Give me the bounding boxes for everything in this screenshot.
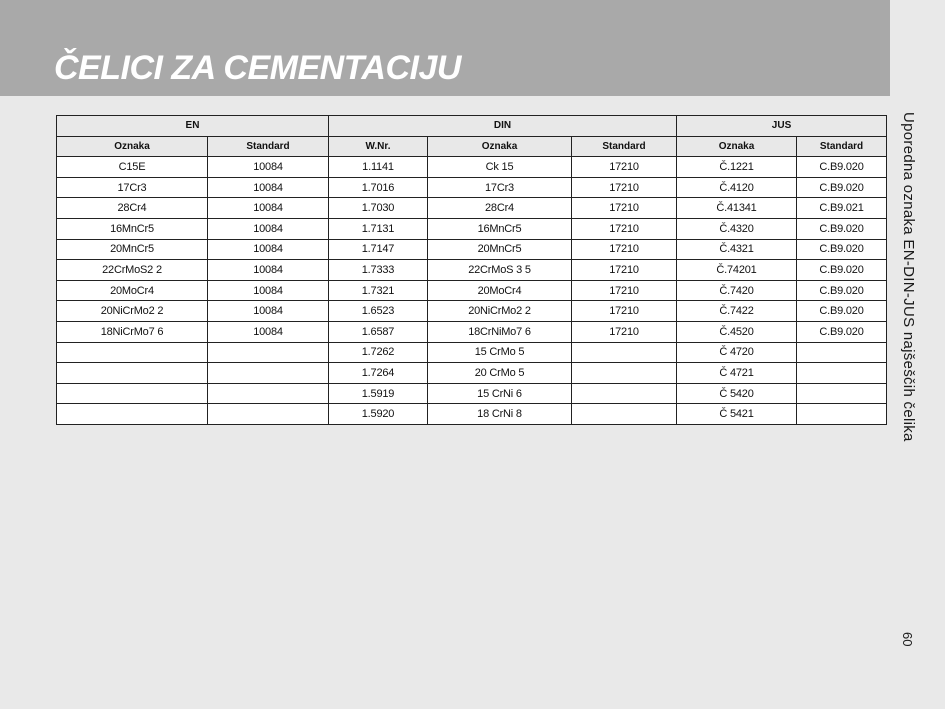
table-cell: 17210 xyxy=(572,218,677,239)
table-row xyxy=(57,177,887,198)
table-row xyxy=(57,280,887,301)
table-cell: 17210 xyxy=(572,301,677,322)
table-cell: 20NiCrMo2 2 xyxy=(428,301,572,322)
table-row xyxy=(57,404,887,425)
table-cell: 20NiCrMo2 2 xyxy=(57,301,208,322)
table-cell: 18CrNiMo7 6 xyxy=(428,321,572,342)
group-header-row xyxy=(57,116,887,137)
table-cell xyxy=(208,342,329,363)
table-cell: 18 CrNi 8 xyxy=(428,404,572,425)
group-header-en: EN xyxy=(57,116,329,137)
table-cell: Č.4520 xyxy=(677,321,797,342)
table-cell: 22CrMoS 3 5 xyxy=(428,260,572,281)
steel-comparison-table xyxy=(56,115,887,425)
column-header: Standard xyxy=(572,136,677,157)
table-cell: C15E xyxy=(57,157,208,178)
table-cell: 1.5919 xyxy=(329,383,428,404)
table-cell: 10084 xyxy=(208,239,329,260)
table-cell: 1.7264 xyxy=(329,363,428,384)
table-cell: C.B9.020 xyxy=(797,280,887,301)
table-cell: 17210 xyxy=(572,280,677,301)
table-cell: 1.7333 xyxy=(329,260,428,281)
table-cell: C.B9.020 xyxy=(797,177,887,198)
table-cell: 15 CrMo 5 xyxy=(428,342,572,363)
table-cell: Č.4321 xyxy=(677,239,797,260)
table-cell: Č.7420 xyxy=(677,280,797,301)
table-cell: 22CrMoS2 2 xyxy=(57,260,208,281)
group-header-din: DIN xyxy=(329,116,677,137)
table-cell: Č 5420 xyxy=(677,383,797,404)
table-row xyxy=(57,198,887,219)
table-cell: C.B9.021 xyxy=(797,198,887,219)
table-cell: 17210 xyxy=(572,321,677,342)
table-cell: 1.5920 xyxy=(329,404,428,425)
table-cell: 16MnCr5 xyxy=(428,218,572,239)
table-cell: 10084 xyxy=(208,280,329,301)
table-cell: 1.7147 xyxy=(329,239,428,260)
table-cell: Č.41341 xyxy=(677,198,797,219)
table-cell: 10084 xyxy=(208,301,329,322)
table-row xyxy=(57,363,887,384)
table-cell: 1.1141 xyxy=(329,157,428,178)
table-cell: Č.1221 xyxy=(677,157,797,178)
table-row xyxy=(57,301,887,322)
table-cell: 17210 xyxy=(572,177,677,198)
table-cell: 10084 xyxy=(208,218,329,239)
table-cell: 1.7262 xyxy=(329,342,428,363)
table-cell: 17210 xyxy=(572,157,677,178)
table-cell: 20MoCr4 xyxy=(57,280,208,301)
header-band xyxy=(0,0,890,96)
table-cell: C.B9.020 xyxy=(797,157,887,178)
table-cell: Č 4721 xyxy=(677,363,797,384)
table-cell: 10084 xyxy=(208,157,329,178)
table-cell: Č.7422 xyxy=(677,301,797,322)
table-cell: 20MnCr5 xyxy=(57,239,208,260)
table-cell xyxy=(57,363,208,384)
table-cell: 20MoCr4 xyxy=(428,280,572,301)
table-cell: 10084 xyxy=(208,321,329,342)
table-cell: 1.7016 xyxy=(329,177,428,198)
table-cell: Č 5421 xyxy=(677,404,797,425)
table-cell: C.B9.020 xyxy=(797,239,887,260)
table-cell: 10084 xyxy=(208,260,329,281)
table-cell: Č 4720 xyxy=(677,342,797,363)
table-cell xyxy=(208,363,329,384)
group-header-jus: JUS xyxy=(677,116,887,137)
column-header-row xyxy=(57,136,887,157)
table-row xyxy=(57,218,887,239)
table-cell: 20MnCr5 xyxy=(428,239,572,260)
table-cell xyxy=(572,404,677,425)
table-row xyxy=(57,157,887,178)
table-cell xyxy=(797,404,887,425)
table-cell: 1.7321 xyxy=(329,280,428,301)
table-cell: 15 CrNi 6 xyxy=(428,383,572,404)
page-title: ČELICI ZA CEMENTACIJU xyxy=(54,49,461,87)
table-cell xyxy=(208,383,329,404)
table-cell xyxy=(572,363,677,384)
table-cell xyxy=(57,342,208,363)
table-cell: 1.6523 xyxy=(329,301,428,322)
table-cell: 28Cr4 xyxy=(57,198,208,219)
table-cell: 1.7030 xyxy=(329,198,428,219)
table-cell: Č.4120 xyxy=(677,177,797,198)
page-number: 60 xyxy=(900,632,915,647)
table-cell: Ck 15 xyxy=(428,157,572,178)
table-cell: 16MnCr5 xyxy=(57,218,208,239)
table-cell xyxy=(57,383,208,404)
table-cell: 18NiCrMo7 6 xyxy=(57,321,208,342)
table-cell: 1.7131 xyxy=(329,218,428,239)
table-cell xyxy=(572,383,677,404)
table-row xyxy=(57,239,887,260)
table-cell: 10084 xyxy=(208,177,329,198)
table-cell xyxy=(797,363,887,384)
table-cell: 20 CrMo 5 xyxy=(428,363,572,384)
table-cell xyxy=(208,404,329,425)
table-cell: 17210 xyxy=(572,260,677,281)
table-cell xyxy=(797,342,887,363)
table-cell: Č.74201 xyxy=(677,260,797,281)
table-cell xyxy=(57,404,208,425)
column-header: Standard xyxy=(208,136,329,157)
column-header: Oznaka xyxy=(677,136,797,157)
table-cell: 17210 xyxy=(572,198,677,219)
table-cell xyxy=(572,342,677,363)
table-cell: 1.6587 xyxy=(329,321,428,342)
table-row xyxy=(57,321,887,342)
side-caption: Uporedna oznaka EN-DIN-JUS najšeščih čelika xyxy=(900,112,917,442)
table-cell: 28Cr4 xyxy=(428,198,572,219)
column-header: Oznaka xyxy=(428,136,572,157)
table-cell: C.B9.020 xyxy=(797,301,887,322)
table-row xyxy=(57,342,887,363)
table-cell: C.B9.020 xyxy=(797,260,887,281)
column-header: Standard xyxy=(797,136,887,157)
table-cell: 10084 xyxy=(208,198,329,219)
column-header: Oznaka xyxy=(57,136,208,157)
table-cell: 17210 xyxy=(572,239,677,260)
table-cell xyxy=(797,383,887,404)
table-row xyxy=(57,383,887,404)
table-cell: Č.4320 xyxy=(677,218,797,239)
column-header: W.Nr. xyxy=(329,136,428,157)
table-cell: 17Cr3 xyxy=(428,177,572,198)
table-cell: C.B9.020 xyxy=(797,218,887,239)
table-cell: C.B9.020 xyxy=(797,321,887,342)
table-row xyxy=(57,260,887,281)
table-cell: 17Cr3 xyxy=(57,177,208,198)
